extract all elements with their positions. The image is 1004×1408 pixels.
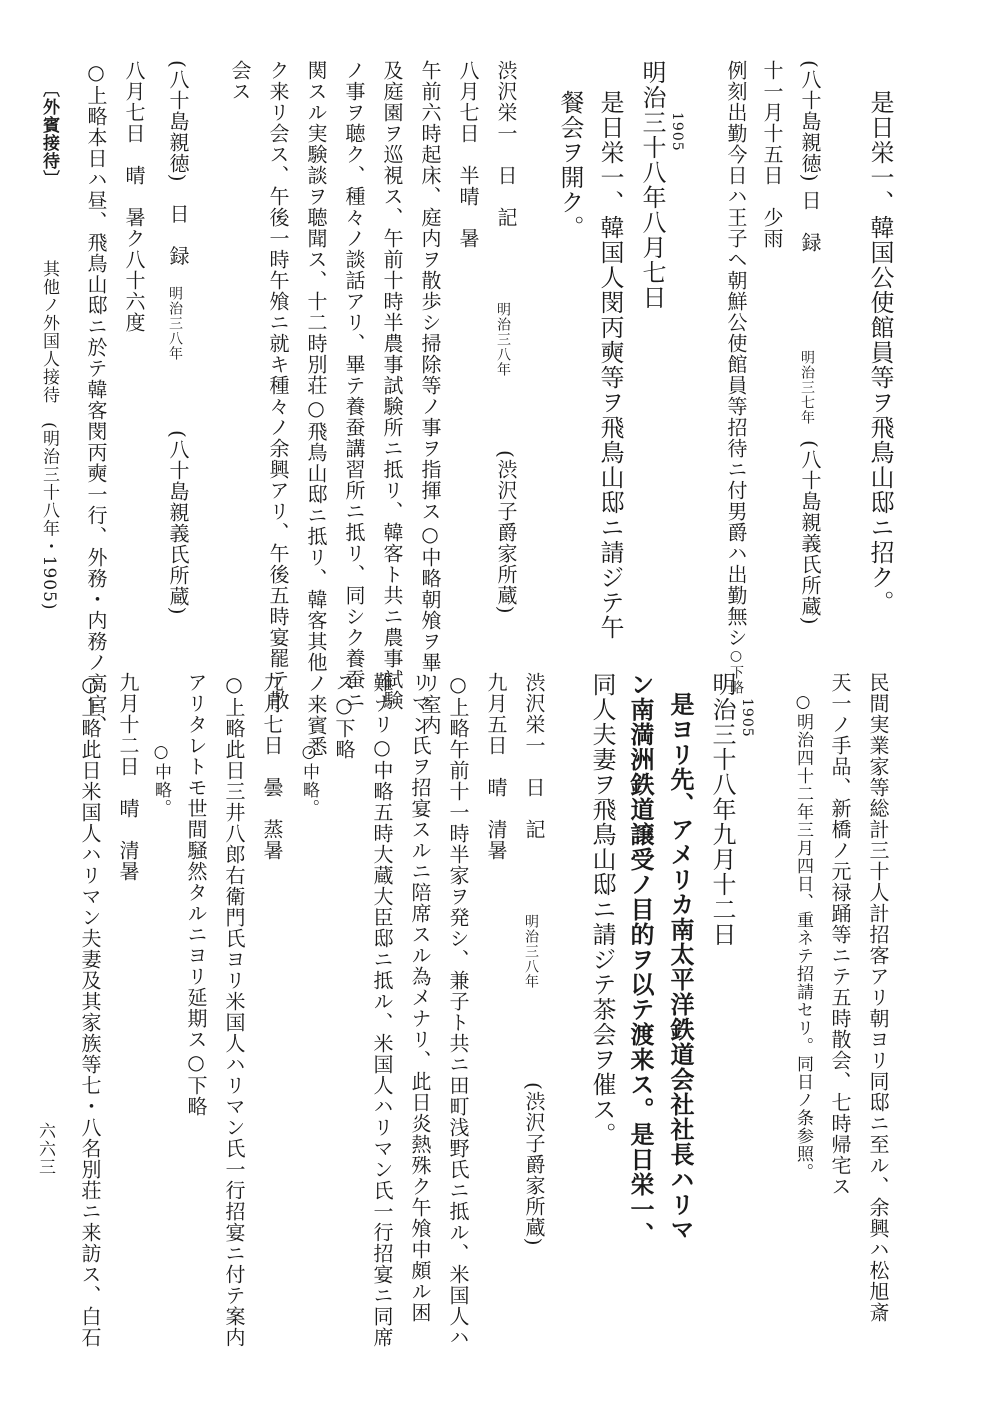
- bottom-diary-date-1: 九月五日 晴 清暑: [484, 672, 508, 861]
- source1-year: 明治三七年: [799, 350, 815, 425]
- bottom-diary-line-2: リマン氏ヲ招宴スルニ陪席スル為メナリ、此日炎熱殊ク午飧中頗ル困: [408, 672, 432, 1323]
- yasoshima-year: 明治三八年: [167, 286, 183, 361]
- top-diary-line-1: 午前六時起床、庭内ヲ散歩シ掃除等ノ事ヲ指揮ス○中略朝飧ヲ畢リ室内: [418, 60, 442, 736]
- bottom-diary-year: 明治三八年: [523, 914, 539, 989]
- bottom-summary-3: 同人夫妻ヲ飛鳥山邸ニ請ジテ茶会ヲ催ス。: [588, 672, 616, 1147]
- top-summary-2: 餐会ヲ開ク。: [556, 90, 584, 240]
- bottom-omit-2: ○中略。: [151, 742, 171, 817]
- entry-text-body: 例刻出勤今日ハ王子ヘ朝鮮公使館員等招待ニ付男爵ハ出勤無シ: [724, 60, 748, 648]
- top-diary-line-3: ノ事ヲ聴ク、種々ノ談話アリ、畢テ養蚕講習所ニ抵リ、同シク養蚕ニ: [342, 60, 366, 711]
- bottom-summary-1: 是ヨリ先、アメリカ南太平洋鉄道会社社長ハリマ: [666, 692, 695, 1242]
- bottom-diary-line-7: ○上略此日米国人ハリマン夫妻及其家族等七・八名別荘ニ来訪ス、白石: [78, 672, 102, 1348]
- yasoshima-line: ○上略本日ハ昼、飛鳥山邸ニ於テ韓客閔丙奭一行、外務・内務ノ高官、: [84, 60, 108, 736]
- bottom-diary-title: 渋沢栄一 日 記: [522, 672, 546, 840]
- bottom-diary-line-6: アリタレトモ世間騒然タルニヨリ延期ス○下略: [184, 672, 208, 1117]
- top-diary-title: 渋沢栄一 日 記: [494, 60, 518, 228]
- top-diary-line-2: 及庭園ヲ巡視ス、午前十時半農事試験所ニ抵リ、韓客ト共ニ農事試験: [380, 60, 404, 711]
- heading: 是日栄一、韓国公使館員等ヲ飛鳥山邸ニ招ク。: [866, 90, 894, 615]
- top-date: 明治三十八年八月七日: [638, 60, 666, 310]
- intro-line-1: 民間実業家等総計三十人計招客アリ朝ヨリ同邸ニ至ル、余興ハ松旭斎: [866, 672, 890, 1323]
- bottom-diary-line-4: ス○下略: [332, 672, 356, 760]
- source1-title: (八十島親徳) 日 録: [798, 60, 822, 253]
- bottom-diary-holder: (渋沢子爵家所蔵): [522, 1082, 546, 1247]
- bottom-diary-line-1: ○上略午前十一時半家ヲ発シ、兼子ト共ニ田町浅野氏ニ抵ル、米国人ハ: [446, 672, 470, 1348]
- intro-note: ○明治四十二年三月四日、重ネテ招請セリ。同日ノ条参照。: [793, 692, 813, 1181]
- bottom-summary-2: ン南満洲鉄道譲受ノ目的ヲ以テ渡来ス。是日栄一、: [626, 672, 655, 1247]
- top-summary-1: 是日栄一、韓国人閔丙奭等ヲ飛鳥山邸ニ請ジテ午: [596, 90, 624, 640]
- top-year-label: 1905: [669, 112, 685, 152]
- top-diary-year: 明治三八年: [495, 302, 511, 377]
- top-diary-line-6: 会ス: [228, 60, 252, 102]
- intro-line-2: 天一ノ手品、新橋ノ元禄踊等ニテ五時散会、七時帰宅ス: [828, 672, 852, 1197]
- bottom-diary-date-2: 九月七日 曇 蒸暑: [260, 672, 284, 861]
- yasoshima-date: 八月七日 晴 暑ク八十六度: [122, 60, 146, 333]
- bottom-omit-1: ○中略。: [299, 742, 319, 817]
- bottom-diary-date-3: 九月十二日 晴 清暑: [116, 672, 140, 882]
- top-diary-date: 八月七日 半晴 暑: [456, 60, 480, 249]
- yasoshima-title: (八十島親徳) 日 録: [166, 60, 190, 267]
- bottom-year-label: 1905: [739, 698, 755, 738]
- entry-omit: ○下略: [728, 648, 744, 695]
- entry-text: [726, 60, 746, 695]
- yasoshima-holder: (八十島親義氏所蔵): [166, 430, 190, 616]
- entry-date: 十一月十五日 少雨: [760, 60, 784, 249]
- category-label: 〔外賓接待〕: [39, 80, 59, 188]
- top-diary-holder: (渋沢子爵家所蔵): [494, 450, 518, 615]
- bottom-diary-line-5: ○上略此日三井八郎右衛門氏ヨリ米国人ハリマン氏一行招宴ニ付テ案内: [222, 672, 246, 1348]
- category-desc: 其他ノ外国人接待 (明治三十八年・1905): [39, 260, 59, 611]
- source1-holder: (八十島親義氏所蔵): [798, 440, 822, 626]
- bottom-date: 明治三十八年九月十二日: [708, 672, 736, 947]
- bottom-half: [0, 672, 1004, 1348]
- top-diary-line-4: 関スル実験談ヲ聴聞ス、十二時別荘○飛鳥山邸ニ抵リ、韓客其他ノ来賓悉: [304, 60, 328, 757]
- bottom-diary-line-3: 難ナリ○中略五時大蔵大臣邸ニ抵ル、米国人ハリマン氏一行招宴ニ同席: [370, 672, 394, 1348]
- top-diary-line-5: ク来リ会ス、午後一時午飧ニ就キ種々ノ余興アリ、午後五時宴罷テ散: [266, 60, 290, 711]
- page-number: 六六三: [35, 1122, 55, 1176]
